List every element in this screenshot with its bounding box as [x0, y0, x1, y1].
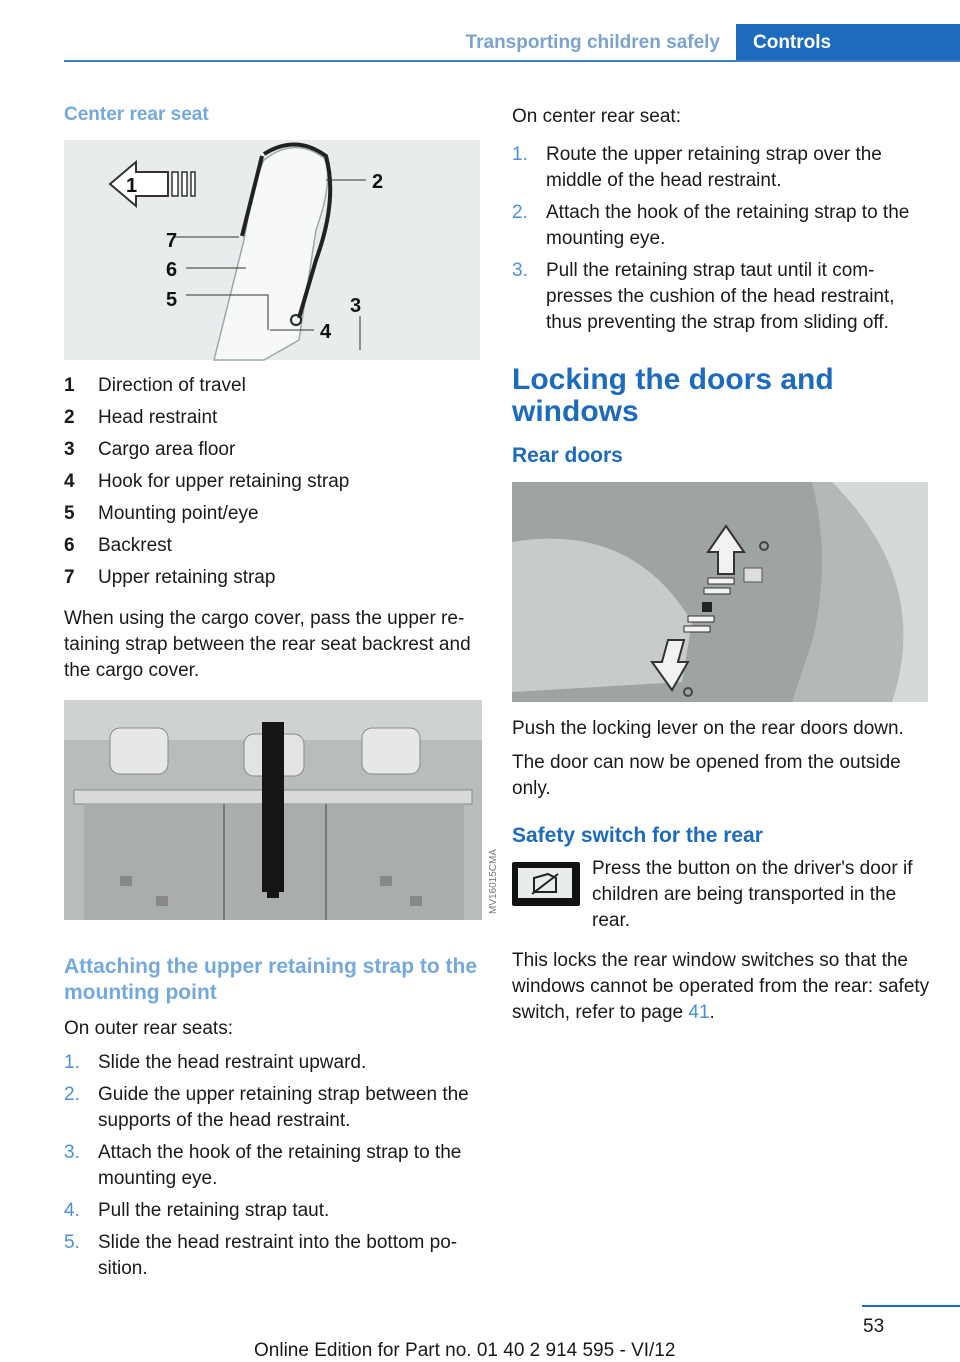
legend-item: 6 Backrest [64, 535, 172, 556]
page-reference-link[interactable]: 41 [688, 1002, 710, 1023]
center-seat-intro: On center rear seat: [512, 106, 681, 127]
header-section-title: Transporting children safely [465, 32, 720, 53]
svg-text:3: 3 [350, 295, 362, 317]
right-column [512, 104, 930, 1034]
safety-switch-block [512, 856, 930, 934]
list-item: 3. Pull the retaining strap taut until it com-presses the cushion of the head restraint, thus preventing the strap from sliding off. [512, 260, 895, 333]
list-item: 1. Route the upper retaining strap over the middle of the head restraint. [512, 144, 882, 191]
door-lock-illustration [512, 482, 928, 702]
outer-seats-intro: On outer rear seats: [64, 1018, 233, 1039]
header-tab-label: Controls [753, 32, 832, 53]
svg-text:5: 5 [166, 289, 178, 311]
svg-text:6: 6 [166, 259, 178, 281]
safety-switch-paragraph: Press the button on the driver's door if children are being transported in the rear. [592, 858, 913, 931]
svg-text:7: 7 [166, 230, 178, 252]
center-rear-seat-heading: Center rear seat [64, 104, 209, 125]
center-seat-steps [512, 142, 930, 336]
list-item: 2. Guide the upper retaining strap between the supports of the head restraint. [64, 1084, 469, 1131]
list-item: 4. Pull the retaining strap taut. [64, 1200, 330, 1221]
outer-seat-steps [64, 1050, 482, 1282]
cargo-area-illustration [64, 700, 499, 920]
attach-strap-heading: Attaching the upper retaining strap to the mounting point [64, 955, 478, 1004]
legend-item: 5 Mounting point/eye [64, 503, 259, 524]
safety-switch-heading: Safety switch for the rear [512, 824, 763, 847]
push-lever-paragraph: Push the locking lever on the rear doors down. [512, 718, 904, 739]
diagram-legend [64, 370, 482, 594]
footer-rule [862, 1305, 960, 1307]
photo-code: MV16015CMA [488, 848, 499, 914]
legend-item: 1 Direction of travel [64, 375, 246, 396]
legend-item: 4 Hook for upper retaining strap [64, 471, 350, 492]
svg-text:4: 4 [320, 321, 332, 343]
legend-item: 7 Upper retaining strap [64, 567, 276, 588]
door-open-paragraph: The door can now be opened from the outside only. [512, 752, 901, 799]
legend-item: 2 Head restraint [64, 407, 218, 428]
rear-doors-heading: Rear doors [512, 444, 623, 467]
left-column [64, 104, 499, 1292]
window-lock-paragraph: This locks the rear window switches so that the windows cannot be operated from the rear: safety switch, refer to page 41. [512, 950, 930, 1023]
header-rule [64, 60, 960, 62]
cargo-area-photo [64, 700, 499, 920]
page-number: 53 [863, 1316, 885, 1337]
svg-text:1: 1 [126, 175, 138, 197]
list-item: 2. Attach the hook of the retaining strap to the mounting eye. [512, 202, 910, 249]
window-lock-switch-icon [512, 862, 580, 906]
head-restraint-illustration [64, 140, 480, 360]
head-restraint-diagram [64, 140, 480, 360]
list-item: 3. Attach the hook of the retaining strap to the mounting eye. [64, 1142, 462, 1189]
edition-footer: Online Edition for Part no. 01 40 2 914 595 - VI/12 [254, 1340, 676, 1361]
rear-door-lock-photo [512, 482, 928, 702]
locking-heading: Locking the doors and windows [512, 363, 834, 428]
list-item: 1. Slide the head restraint upward. [64, 1052, 367, 1073]
header-tab-controls[interactable] [736, 24, 960, 62]
legend-item: 3 Cargo area floor [64, 439, 236, 460]
svg-text:2: 2 [372, 171, 384, 193]
cargo-cover-paragraph: When using the cargo cover, pass the upper re-taining strap between the rear seat backrest and the cargo cover. [64, 608, 471, 681]
list-item: 5. Slide the head restraint into the bottom po-sition. [64, 1232, 458, 1279]
window-lock-glyph [518, 868, 572, 898]
